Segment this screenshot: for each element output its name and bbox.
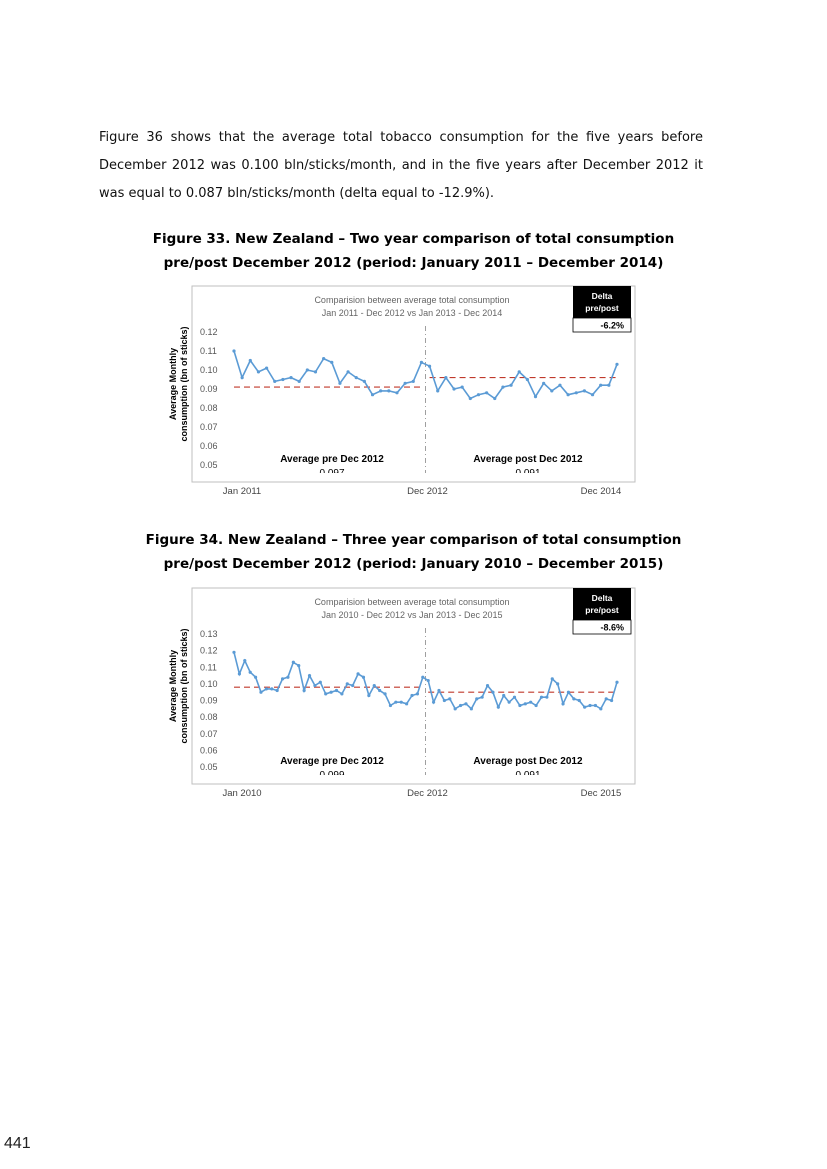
fig33-data-point [420,361,423,364]
fig33-data-point [558,384,561,387]
fig34-xtick-label-start: Jan 2010 [222,788,262,799]
fig33-data-point [387,389,390,392]
fig34-post-label: Average post Dec 2012 [473,756,583,767]
fig33-data-point [338,382,341,385]
fig33-data-point [526,378,529,381]
fig33-value-clip-mask [282,473,582,481]
fig34-data-point [410,694,413,697]
fig34-data-point [454,707,457,710]
fig34-data-point [356,672,359,675]
fig33-data-point [452,387,455,390]
fig34-data-point [437,689,440,692]
fig33-ytick-label: 0.10 [200,365,218,375]
fig33-post-label: Average post Dec 2012 [473,454,583,465]
fig33-data-point [477,393,480,396]
fig34-data-point [265,687,268,690]
fig34-data-point [610,699,613,702]
fig33-data-point [281,378,284,381]
fig33-delta-header-line2: pre/post [585,303,619,313]
fig34-data-point [448,697,451,700]
fig33-data-point [289,376,292,379]
fig34-data-point [416,692,419,695]
fig34-data-point [513,696,516,699]
fig33-data-point [436,389,439,392]
fig33-data-point [265,367,268,370]
fig34-data-point [534,704,537,707]
fig34-data-point [243,659,246,662]
fig33-data-point [298,380,301,383]
fig33-data-point [542,382,545,385]
fig33-delta-header-line1: Delta [591,291,613,301]
fig33-data-point [428,365,431,368]
fig34-data-point [464,702,467,705]
fig33-data-point [591,393,594,396]
fig34-xtick-label-mid: Dec 2012 [407,788,448,799]
fig34-data-point [572,697,575,700]
fig34-delta-value: -8.6% [600,622,624,633]
fig34-data-point [524,702,527,705]
fig34-ytick-label: 0.10 [200,678,218,689]
fig34-data-point [249,671,252,674]
fig34-ytick-label: 0.12 [200,645,218,656]
fig33-ytick-label: 0.05 [200,460,218,470]
fig34-data-point [324,692,327,695]
fig34-delta-header-line1: Delta [591,593,613,603]
fig34-ytick-label: 0.11 [200,662,217,673]
fig34-data-point [351,684,354,687]
fig34-data-point [594,704,597,707]
fig34-data-point [605,697,608,700]
fig34-data-point [545,696,548,699]
fig34-ylabel-line2: consumption (bn of sticks) [179,628,189,744]
figure-33-chart [162,280,642,500]
fig33-delta-value: -6.2% [600,320,624,331]
fig34-data-point [373,684,376,687]
fig34-data-point [551,677,554,680]
fig34-data-point [556,682,559,685]
fig33-data-point [314,370,317,373]
figure-34-chart [162,582,642,802]
fig34-data-point [421,676,424,679]
fig33-xtick-label-start: Jan 2011 [222,486,262,497]
fig34-data-point [308,674,311,677]
fig33-ytick-label: 0.08 [200,403,218,413]
fig33-ylabel-line1: Average Monthly [168,347,178,421]
fig33-ylabel-line2: consumption (bn of sticks) [179,326,189,442]
fig34-data-point [362,676,365,679]
fig33-data-point [518,370,521,373]
fig33-data-point [412,380,415,383]
fig34-data-point [303,689,306,692]
fig33-data-point [273,380,276,383]
fig34-data-point [497,706,500,709]
fig33-data-point [249,359,252,362]
fig34-data-point [502,694,505,697]
figure-34-caption-line2: pre/post December 2012 (period: January 2010 – December 2015) [163,556,664,572]
fig34-data-point [394,701,397,704]
fig33-data-point [615,363,618,366]
fig34-data-point [346,682,349,685]
fig34-data-point [518,704,521,707]
fig33-data-point [509,384,512,387]
fig34-data-point [335,689,338,692]
fig34-ytick-label: 0.07 [200,728,218,739]
fig34-data-point [232,651,235,654]
fig33-data-point [599,384,602,387]
fig33-data-point [379,389,382,392]
fig33-ytick-label: 0.09 [200,384,218,394]
fig34-data-point [276,689,279,692]
fig33-data-point [257,370,260,373]
fig34-data-point [427,679,430,682]
fig33-ytick-label: 0.11 [200,346,217,356]
fig34-data-point [259,691,262,694]
fig33-data-point [583,389,586,392]
fig34-data-point [340,692,343,695]
fig33-data-point [469,397,472,400]
fig34-data-point [583,706,586,709]
fig33-data-point [371,393,374,396]
fig34-data-point [491,691,494,694]
fig34-data-point [578,699,581,702]
fig34-data-point [238,672,241,675]
fig34-data-point [567,691,570,694]
fig33-data-point [575,391,578,394]
fig34-data-point [313,684,316,687]
figure-34-caption-line1: Figure 34. New Zealand – Three year comparison of total consumption [145,532,682,548]
fig34-data-point [378,689,381,692]
fig34-data-point [615,681,618,684]
fig33-data-point [493,397,496,400]
fig34-data-point [529,701,532,704]
page-number: 441 [4,1135,31,1152]
fig33-data-point [363,380,366,383]
figure-33-caption-line2: pre/post December 2012 (period: January 2011 – December 2014) [163,255,664,271]
fig33-data-point [550,389,553,392]
fig34-data-point [367,694,370,697]
fig34-data-point [432,701,435,704]
fig34-data-point [470,707,473,710]
fig34-data-point [383,692,386,695]
fig34-data-point [270,687,273,690]
fig34-data-point [405,702,408,705]
fig34-data-point [443,699,446,702]
fig34-data-point [475,697,478,700]
fig33-data-point [501,386,504,389]
fig33-ytick-label: 0.12 [200,327,218,337]
fig33-xtick-label-mid: Dec 2012 [407,486,448,497]
fig34-delta-header-line2: pre/post [585,605,619,615]
fig34-data-point [389,704,392,707]
fig33-data-point [485,391,488,394]
fig33-data-point [534,395,537,398]
fig34-title-line2: Jan 2010 - Dec 2012 vs Jan 2013 - Dec 2015 [321,610,503,620]
fig33-data-point [346,370,349,373]
fig34-data-point [319,681,322,684]
fig33-ytick-label: 0.07 [200,422,218,432]
fig33-data-point [355,376,358,379]
fig34-value-clip-mask [282,775,582,783]
fig34-data-point [486,684,489,687]
fig34-ytick-label: 0.06 [200,745,218,756]
fig33-pre-label: Average pre Dec 2012 [280,454,384,465]
fig34-title-line1: Comparision between average total consumption [314,597,510,607]
figure-33-caption-line1: Figure 33. New Zealand – Two year comparison of total consumption [152,231,675,247]
fig34-data-point [400,701,403,704]
fig33-title-line2: Jan 2011 - Dec 2012 vs Jan 2013 - Dec 2014 [321,308,503,318]
fig33-data-point [444,376,447,379]
fig34-data-point [286,676,289,679]
fig34-pre-label: Average pre Dec 2012 [280,756,384,767]
fig34-data-point [508,701,511,704]
fig34-xtick-label-end: Dec 2015 [580,788,622,799]
fig34-ytick-label: 0.08 [200,712,218,723]
fig33-xtick-label-end: Dec 2014 [580,486,622,497]
fig34-data-point [481,696,484,699]
fig33-title-line1: Comparision between average total consumption [314,295,510,305]
fig33-data-point [232,349,235,352]
fig34-data-point [561,702,564,705]
fig34-data-point [459,704,462,707]
fig33-data-point [404,382,407,385]
fig34-data-point [297,664,300,667]
fig34-ytick-label: 0.13 [200,629,218,639]
fig33-data-point [567,393,570,396]
figure-33-caption [80,227,747,275]
fig34-data-point [254,676,257,679]
body-paragraph: Figure 36 shows that the average total tobacco consumption for the five years before December 2012 was 0.100 bln/sticks/month, and in the five years after December 2012 it was equal to 0.087 bln/sticks/month (delta equal to -12.9%). [99,130,703,201]
fig34-data-point [329,691,332,694]
fig34-ylabel-line1: Average Monthly [168,649,178,723]
fig34-data-point [588,704,591,707]
fig34-ytick-label: 0.09 [200,695,218,706]
fig34-data-point [599,707,602,710]
fig33-data-point [607,384,610,387]
fig33-data-point [322,357,325,360]
fig34-data-point [281,677,284,680]
figure-34-caption [80,528,747,576]
fig33-data-point [306,368,309,371]
fig34-ytick-label: 0.05 [200,762,218,772]
fig34-data-point [540,696,543,699]
fig33-data-point [330,361,333,364]
fig34-data-point [292,661,295,664]
fig33-data-point [461,386,464,389]
fig33-data-point [241,376,244,379]
fig33-ytick-label: 0.06 [200,441,218,451]
fig33-data-point [395,391,398,394]
